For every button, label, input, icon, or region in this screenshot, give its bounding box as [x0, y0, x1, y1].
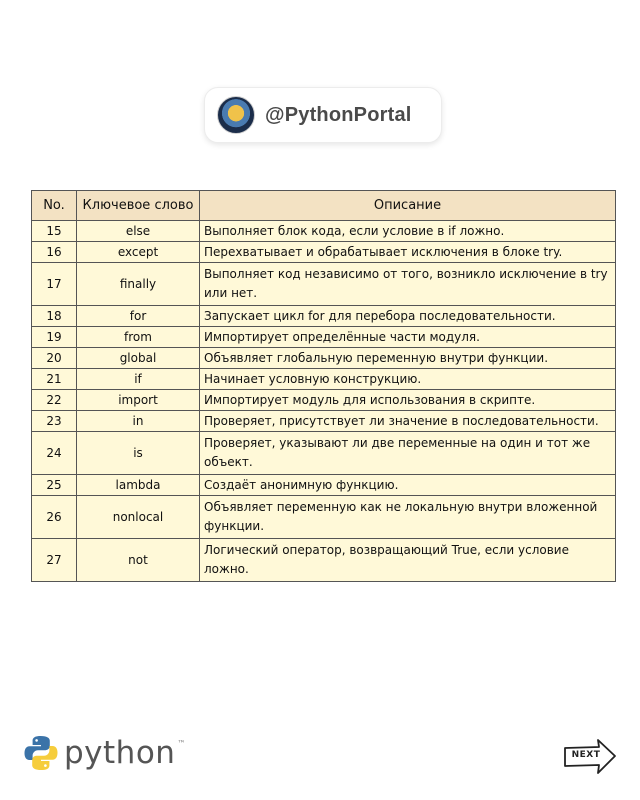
row-keyword: except: [77, 242, 200, 263]
next-label: NEXT: [571, 750, 601, 760]
row-description: Запускает цикл for для перебора последовательности.: [200, 306, 616, 327]
header-keyword: Ключевое слово: [77, 191, 200, 221]
row-description: Проверяет, указывают ли две переменные на один и тот же объект.: [200, 432, 616, 475]
row-description: Логический оператор, возвращающий True, если условие ложно.: [200, 539, 616, 582]
trademark-symbol: ™: [177, 739, 186, 748]
channel-handle-card[interactable]: [204, 87, 442, 143]
row-description: Импортирует модуль для использования в скрипте.: [200, 390, 616, 411]
table-row: [32, 411, 616, 432]
row-number: 20: [32, 348, 77, 369]
table-header-row: [32, 191, 616, 221]
row-number: 25: [32, 475, 77, 496]
row-description: Импортирует определённые части модуля.: [200, 327, 616, 348]
row-description: Создаёт анонимную функцию.: [200, 475, 616, 496]
header-number: No.: [32, 191, 77, 221]
row-keyword: for: [77, 306, 200, 327]
next-button[interactable]: [562, 737, 618, 781]
row-keyword: else: [77, 221, 200, 242]
row-number: 27: [32, 539, 77, 582]
table-row: [32, 432, 616, 475]
table-row: [32, 242, 616, 263]
row-description: Выполняет код независимо от того, возникло исключение в try или нет.: [200, 263, 616, 306]
table-row: [32, 390, 616, 411]
row-number: 18: [32, 306, 77, 327]
row-description: Объявляет глобальную переменную внутри функции.: [200, 348, 616, 369]
python-wordmark: python: [64, 735, 176, 771]
table-row: [32, 263, 616, 306]
table-row: [32, 475, 616, 496]
header-description: Описание: [200, 191, 616, 221]
python-logo-icon: [24, 735, 58, 771]
row-keyword: not: [77, 539, 200, 582]
row-description: Выполняет блок кода, если условие в if ложно.: [200, 221, 616, 242]
row-keyword: lambda: [77, 475, 200, 496]
row-description: Перехватывает и обрабатывает исключения в блоке try.: [200, 242, 616, 263]
row-keyword: import: [77, 390, 200, 411]
row-keyword: if: [77, 369, 200, 390]
row-description: Объявляет переменную как не локальную внутри вложенной функции.: [200, 496, 616, 539]
table-row: [32, 369, 616, 390]
keywords-table: [31, 190, 616, 582]
channel-handle: @PythonPortal: [265, 103, 412, 126]
table-row: [32, 539, 616, 582]
table-row: [32, 496, 616, 539]
table-row: [32, 306, 616, 327]
row-number: 22: [32, 390, 77, 411]
row-number: 16: [32, 242, 77, 263]
row-keyword: in: [77, 411, 200, 432]
python-logo: [24, 735, 185, 771]
row-keyword: is: [77, 432, 200, 475]
row-keyword: nonlocal: [77, 496, 200, 539]
table-row: [32, 221, 616, 242]
row-number: 19: [32, 327, 77, 348]
table-row: [32, 327, 616, 348]
row-keyword: finally: [77, 263, 200, 306]
row-number: 23: [32, 411, 77, 432]
row-description: Начинает условную конструкцию.: [200, 369, 616, 390]
row-number: 26: [32, 496, 77, 539]
row-number: 15: [32, 221, 77, 242]
row-number: 17: [32, 263, 77, 306]
row-keyword: from: [77, 327, 200, 348]
table-row: [32, 348, 616, 369]
row-description: Проверяет, присутствует ли значение в последовательности.: [200, 411, 616, 432]
row-number: 21: [32, 369, 77, 390]
row-keyword: global: [77, 348, 200, 369]
channel-avatar: [217, 96, 255, 134]
row-number: 24: [32, 432, 77, 475]
